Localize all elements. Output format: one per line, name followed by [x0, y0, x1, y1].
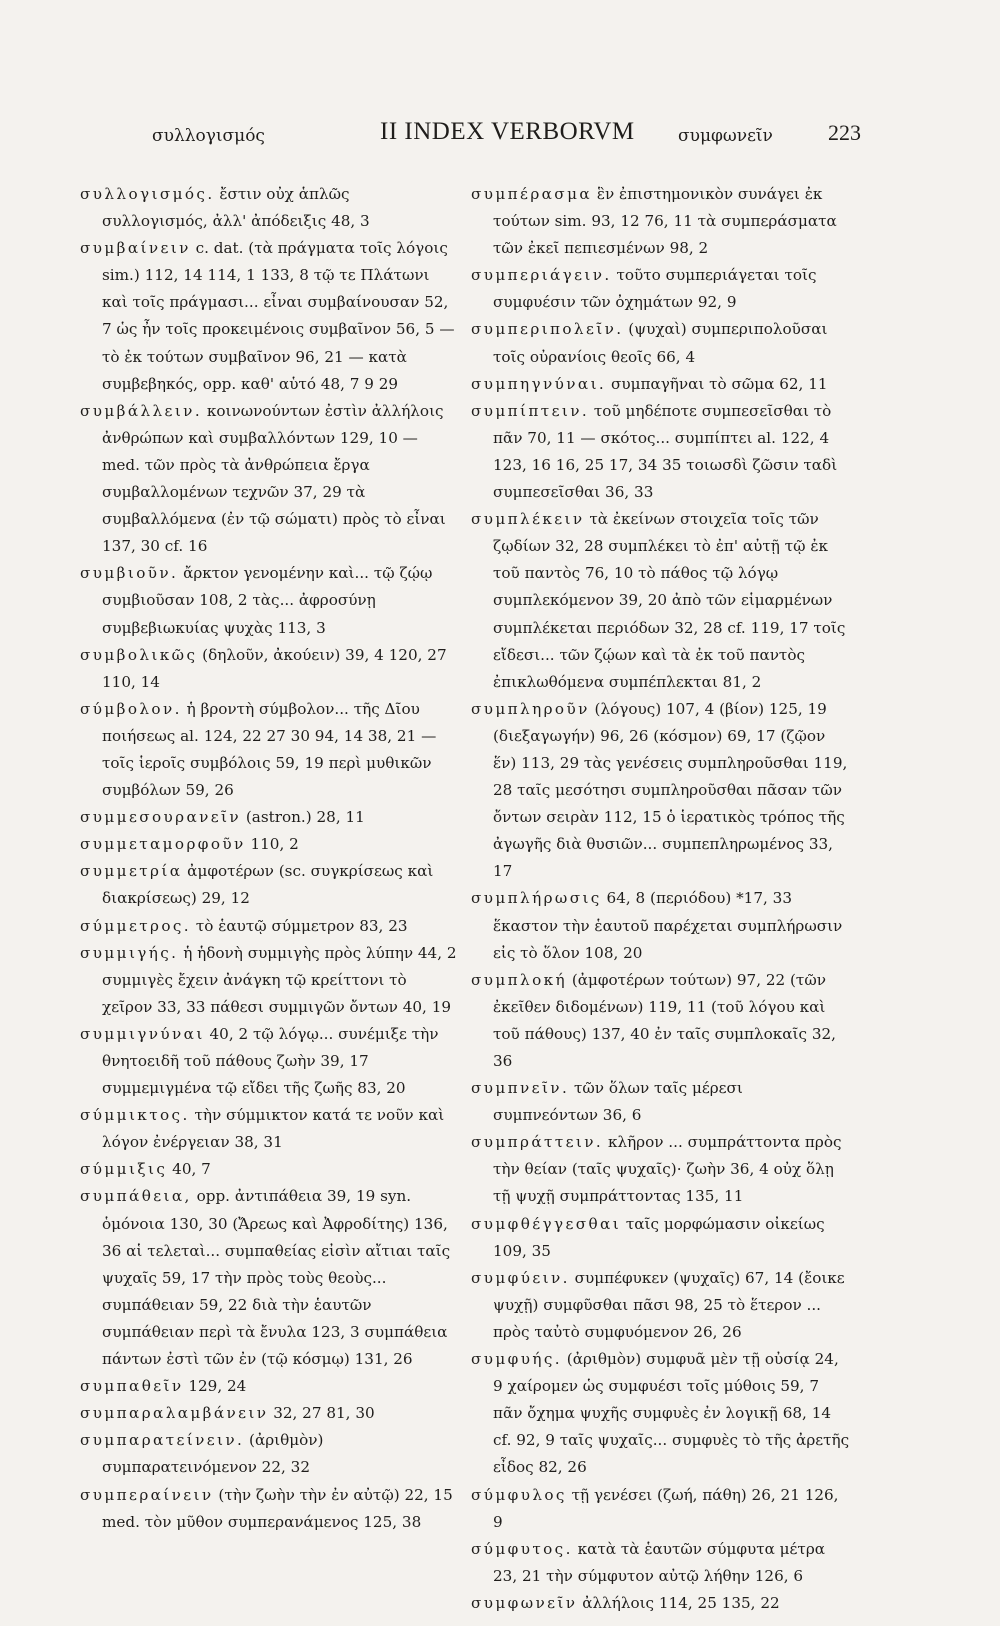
entry-references: (λόγους) 107, 4 (βίον) 125, 19 (διεξαγωγήν) 96, 26 (κόσμον) 69, 17 (ζῷον ἕν) 113, 29 τὰς γενέσεις συμπληροῦσθαι 119, 28 ταῖς μεσότησι συμπληροῦσθαι πᾶσαν τῶν ὄντων σειρὰν 112, 15 ὁ ἱερατικὸς τρόπος τῆς ἀγωγῆς διὰ θυσιῶν... συμπεπληρωμένος 33, 17	[493, 699, 848, 881]
entry-lemma: συμπηγνύναι.	[471, 374, 607, 393]
entry-references: συμπαγῆναι τὸ σῶμα 62, 11	[606, 374, 828, 393]
entry-lemma: συμπαρατείνειν.	[80, 1431, 245, 1450]
entry-lemma: συμβολικῶς	[80, 645, 198, 664]
entry-lemma: συμμεσουρανεῖν	[80, 808, 242, 827]
entry-references: ἓν ἐπιστημονικὸν συνάγει ἐκ τούτων sim. 93, 12 76, 11 τὰ συμπεράσματα τῶν ἐκεῖ πεπιεσμένων 98, 2	[493, 185, 837, 258]
entry-lemma: συμμετρία	[80, 862, 183, 881]
index-entry	[80, 1400, 460, 1427]
entry-lemma: συμμιγής.	[80, 943, 179, 962]
entry-lemma: συμπίπτειν.	[471, 401, 590, 420]
running-head-left: συλλογισμός	[152, 126, 265, 146]
entry-references: (δηλοῦν, ἀκούειν) 39, 4 120, 27 110, 14	[102, 645, 447, 691]
index-entry	[80, 940, 460, 1021]
index-entry	[471, 506, 851, 696]
index-entry	[80, 831, 460, 858]
entry-lemma: συμπεραίνειν	[80, 1485, 214, 1504]
index-entry	[471, 885, 851, 966]
entry-references: ἡ ἡδονὴ συμμιγὴς πρὸς λύπην 44, 2 συμμιγὲς ἔχειν ἀνάγκη τῷ κρείττονι τὸ χεῖρον 33, 33 πάθεσι συμμιγῶν ὄντων 40, 19	[102, 943, 457, 1016]
entry-lemma: συμφύειν.	[471, 1268, 570, 1287]
entry-references: τὰ ἐκείνων στοιχεῖα τοῖς τῶν ζῳδίων 32, 28 συμπλέκει τὸ ἐπ' αὐτῇ τῷ ἐκ τοῦ παντὸς 76, 10 τὸ πάθος τῷ λόγῳ συμπλεκόμενον 39, 20 ἀπὸ τῶν εἱμαρμένων συμπλέκεται περιόδων 32, 28 cf. 119, 17 τοῖς εἴδεσι... τῶν ζῴων καὶ τὰ ἐκ τοῦ παντὸς ἐπικλωθόμενα συμπέπλεκται 81, 2	[493, 510, 846, 691]
entry-references: ἔστιν οὐχ ἁπλῶς συλλογισμός, ἀλλ' ἀπόδειξις 48, 3	[102, 185, 370, 231]
index-entry	[80, 913, 460, 940]
entry-lemma: συμφυής.	[471, 1350, 562, 1369]
index-entry	[471, 1265, 851, 1346]
index-entry	[80, 858, 460, 912]
index-entry	[80, 696, 460, 804]
entry-references: συμπέφυκεν (ψυχαῖς) 67, 14 (ἔοικε ψυχῇ) συμφῦσθαι πᾶσι 98, 25 τὸ ἕτερον ... πρὸς ταὐτὸ συμφυόμενον 26, 26	[493, 1268, 845, 1341]
index-entry	[80, 398, 460, 561]
entry-references: τὸ ἑαυτῷ σύμμετρον 83, 23	[191, 916, 408, 935]
index-entry	[471, 1536, 851, 1590]
entry-lemma: συμπάθεια,	[80, 1187, 192, 1206]
index-entry	[80, 1427, 460, 1481]
entry-lemma: σύμφυλος	[471, 1485, 567, 1504]
entry-references: κοινωνούντων ἐστὶν ἀλλήλοις ἀνθρώπων καὶ συμβαλλόντων 129, 10 — med. τῶν πρὸς τὰ ἀνθρώπεια ἔργα συμβαλλομένων τεχνῶν 37, 29 τὰ συμβαλλόμενα (ἐν τῷ σώματι) πρὸς τὸ εἶναι 137, 30 cf. 16	[102, 401, 446, 556]
entry-references: ἀμφοτέρων (sc. συγκρίσεως καὶ διακρίσεως) 29, 12	[102, 862, 434, 908]
entry-lemma: συμπράττειν.	[471, 1133, 604, 1152]
index-entry	[471, 967, 851, 1075]
entry-lemma: συμμιγνύναι	[80, 1024, 205, 1043]
index-entry	[80, 181, 460, 235]
entry-lemma: σύμμιξις	[80, 1160, 168, 1179]
index-entry	[471, 181, 851, 262]
page-number: 223	[828, 120, 861, 145]
entry-lemma: συμπαθεῖν	[80, 1377, 184, 1396]
index-entry	[471, 1346, 851, 1481]
index-entry	[80, 1373, 460, 1400]
entry-lemma: συμβιοῦν.	[80, 564, 179, 583]
entry-references: ἄρκτον γενομένην καὶ... τῷ ζῴῳ συμβιοῦσαν 108, 2 τὰς... ἀφροσύνῃ συμβεβιωκυίας ψυχὰς 113, 3	[102, 564, 433, 637]
index-entry	[80, 1102, 460, 1156]
entry-references: 40, 7	[167, 1160, 211, 1179]
entry-lemma: συμπεριάγειν.	[471, 266, 612, 285]
entry-references: τοῦ μηδέποτε συμπεσεῖσθαι τὸ πᾶν 70, 11 — σκότος... συμπίπτει al. 122, 4 123, 16 16, 25 17, 34 35 τοιωσδὶ ζῶσιν ταδὶ συμπεσεῖσθαι 36, 33	[493, 401, 838, 502]
entry-references: 110, 2	[245, 835, 299, 854]
entry-references: (astron.) 28, 11	[241, 808, 365, 827]
entry-references: 32, 27 81, 30	[268, 1404, 375, 1423]
entry-lemma: συμβαίνειν	[80, 239, 191, 258]
entry-lemma: συμφωνεῖν	[471, 1593, 578, 1612]
entry-references: ἀλλήλοις 114, 25 135, 22	[577, 1593, 780, 1612]
index-entry	[471, 398, 851, 506]
entry-lemma: συμπέρασμα	[471, 185, 592, 203]
entry-lemma: συμπληροῦν	[471, 699, 590, 718]
entry-references: κατὰ τὰ ἑαυτῶν σύμφυτα μέτρα 23, 21 τὴν σύμφυτον αὐτῷ λήθην 126, 6	[493, 1539, 826, 1585]
entry-references: κλῆρον ... συμπράττοντα πρὸς τὴν θείαν (ταῖς ψυχαῖς)· ζωὴν 36, 4 οὐχ ὅλῃ τῇ ψυχῇ συμπράττοντας 135, 11	[493, 1133, 842, 1206]
index-entry	[80, 235, 460, 398]
entry-lemma: συμβάλλειν.	[80, 401, 203, 420]
index-entry	[471, 1075, 851, 1129]
entry-references: ἡ βροντὴ σύμβολον... τῆς Δῖου ποιήσεως al. 124, 22 27 30 94, 14 38, 21 — τοῖς ἱεροῖς συμβόλοις 59, 19 περὶ μυθικῶν συμβόλων 59, 26	[102, 699, 437, 800]
entry-lemma: σύμβολον.	[80, 699, 182, 718]
entry-references: 40, 2 τῷ λόγῳ... συνέμιξε τὴν θνητοειδῆ τοῦ πάθους ζωὴν 39, 17 συμμεμιγμένα τῷ εἴδει τῆς ζωῆς 83, 20	[102, 1024, 439, 1098]
entry-references: τοῦτο συμπεριάγεται τοῖς συμφυέσιν τῶν ὀχημάτων 92, 9	[493, 266, 817, 312]
index-entry	[80, 804, 460, 831]
entry-lemma: συμπλέκειν	[471, 510, 585, 529]
entry-lemma: συμπνεῖν.	[471, 1079, 570, 1098]
entry-lemma: συλλογισμός.	[80, 185, 215, 203]
entry-references: 64, 8 (περιόδου) *17, 33 ἕκαστον τὴν ἑαυτοῦ παρέχεται συμπλήρωσιν εἰς τὸ ὅλον 108, 20	[493, 889, 843, 962]
index-column-right	[471, 181, 851, 1617]
entry-lemma: σύμμικτος.	[80, 1106, 190, 1125]
entry-references: τῇ γενέσει (ζωή, πάθη) 26, 21 126, 9	[493, 1485, 839, 1531]
index-entry	[471, 696, 851, 886]
index-entry	[80, 1482, 460, 1536]
running-head-right: συμφωνεῖν	[678, 126, 773, 146]
index-entry	[471, 1129, 851, 1210]
entry-lemma: σύμφυτος.	[471, 1539, 573, 1558]
entry-lemma: συμπαραλαμβάνειν	[80, 1404, 269, 1423]
index-entry	[471, 371, 851, 398]
index-entry	[471, 1211, 851, 1265]
entry-lemma: συμπεριπολεῖν.	[471, 320, 624, 339]
running-head-title: II INDEX VERBORVM	[380, 118, 635, 145]
entry-lemma: σύμμετρος.	[80, 916, 192, 935]
index-entry	[471, 316, 851, 370]
entry-lemma: συμπλήρωσις	[471, 889, 602, 908]
entry-references: ταῖς μορφώμασιν οἰκείως 109, 35	[493, 1214, 825, 1260]
entry-references: τῶν ὅλων ταῖς μέρεσι συμπνεόντων 36, 6	[493, 1079, 743, 1125]
page-header	[80, 118, 861, 166]
index-entry	[80, 1183, 460, 1373]
entry-references: opp. ἀντιπάθεια 39, 19 syn. ὁμόνοια 130, 30 (Ἄρεως καὶ Ἀφροδίτης) 136, 36 αἱ τελεταὶ... συμπαθείας εἰσὶν αἴτιαι ταῖς ψυχαῖς 59, 17 τὴν πρὸς τοὺς θεοὺς... συμπάθειαν 59, 22 διὰ τὴν ἑαυτῶν συμπάθειαν περὶ τὰ ἔνυλα 123, 3 συμπάθεια πάντων ἐστὶ τῶν ἐν (τῷ κόσμῳ) 131, 26	[102, 1187, 451, 1369]
index-entry	[471, 1590, 851, 1617]
index-entry	[80, 1021, 460, 1102]
entry-references: (ψυχαὶ) συμπεριπολοῦσαι τοῖς οὐρανίοις θεοῖς 66, 4	[493, 320, 828, 366]
entry-references: (τὴν ζωὴν τὴν ἐν αὐτῷ) 22, 15 med. τὸν μῦθον συμπερανάμενος 125, 38	[102, 1485, 453, 1531]
index-entry	[471, 262, 851, 316]
entry-references: c. dat. (τὰ πράγματα τοῖς λόγοις sim.) 112, 14 114, 1 133, 8 τῷ τε Πλάτωνι καὶ τοῖς πράγμασι... εἶναι συμβαίνουσαν 52, 7 ὡς ἦν τοῖς προκειμένοις συμβαῖνον 56, 5 — τὸ ἐκ τούτων συμβαῖνον 96, 21 — κατὰ συμβεβηκός, opp. καθ' αὑτό 48, 7 9 29	[102, 239, 455, 393]
index-entry	[471, 1482, 851, 1536]
entry-references: (ἀριθμὸν) συμπαρατεινόμενον 22, 32	[102, 1431, 324, 1477]
entry-references: 129, 24	[183, 1377, 247, 1396]
entry-lemma: συμπλοκή	[471, 970, 568, 989]
index-entry	[80, 560, 460, 641]
index-entry	[80, 642, 460, 696]
index-entry	[80, 1156, 460, 1183]
entry-lemma: συμφθέγγεσθαι	[471, 1214, 622, 1233]
index-column-left	[80, 181, 460, 1536]
entry-references: (ἀριθμὸν) συμφυᾶ μὲν τῇ οὐσίᾳ 24, 9 χαίρομεν ὡς συμφυέσι τοῖς μύθοις 59, 7 πᾶν ὄχημα ψυχῆς συμφυὲς ἐν λογικῇ 68, 14 cf. 92, 9 ταῖς ψυχαῖς... συμφυὲς τὸ τῆς ἀρετῆς εἶδος 82, 26	[493, 1350, 850, 1477]
entry-lemma: συμμεταμορφοῦν	[80, 835, 246, 854]
entry-references: (ἀμφοτέρων τούτων) 97, 22 (τῶν ἐκεῖθεν διδομένων) 119, 11 (τοῦ λόγου καὶ τοῦ πάθους) 137, 40 ἐν ταῖς συμπλοκαῖς 32, 36	[493, 970, 836, 1070]
entry-references: τὴν σύμμικτον κατά τε νοῦν καὶ λόγον ἐνέργειαν 38, 31	[102, 1106, 445, 1152]
